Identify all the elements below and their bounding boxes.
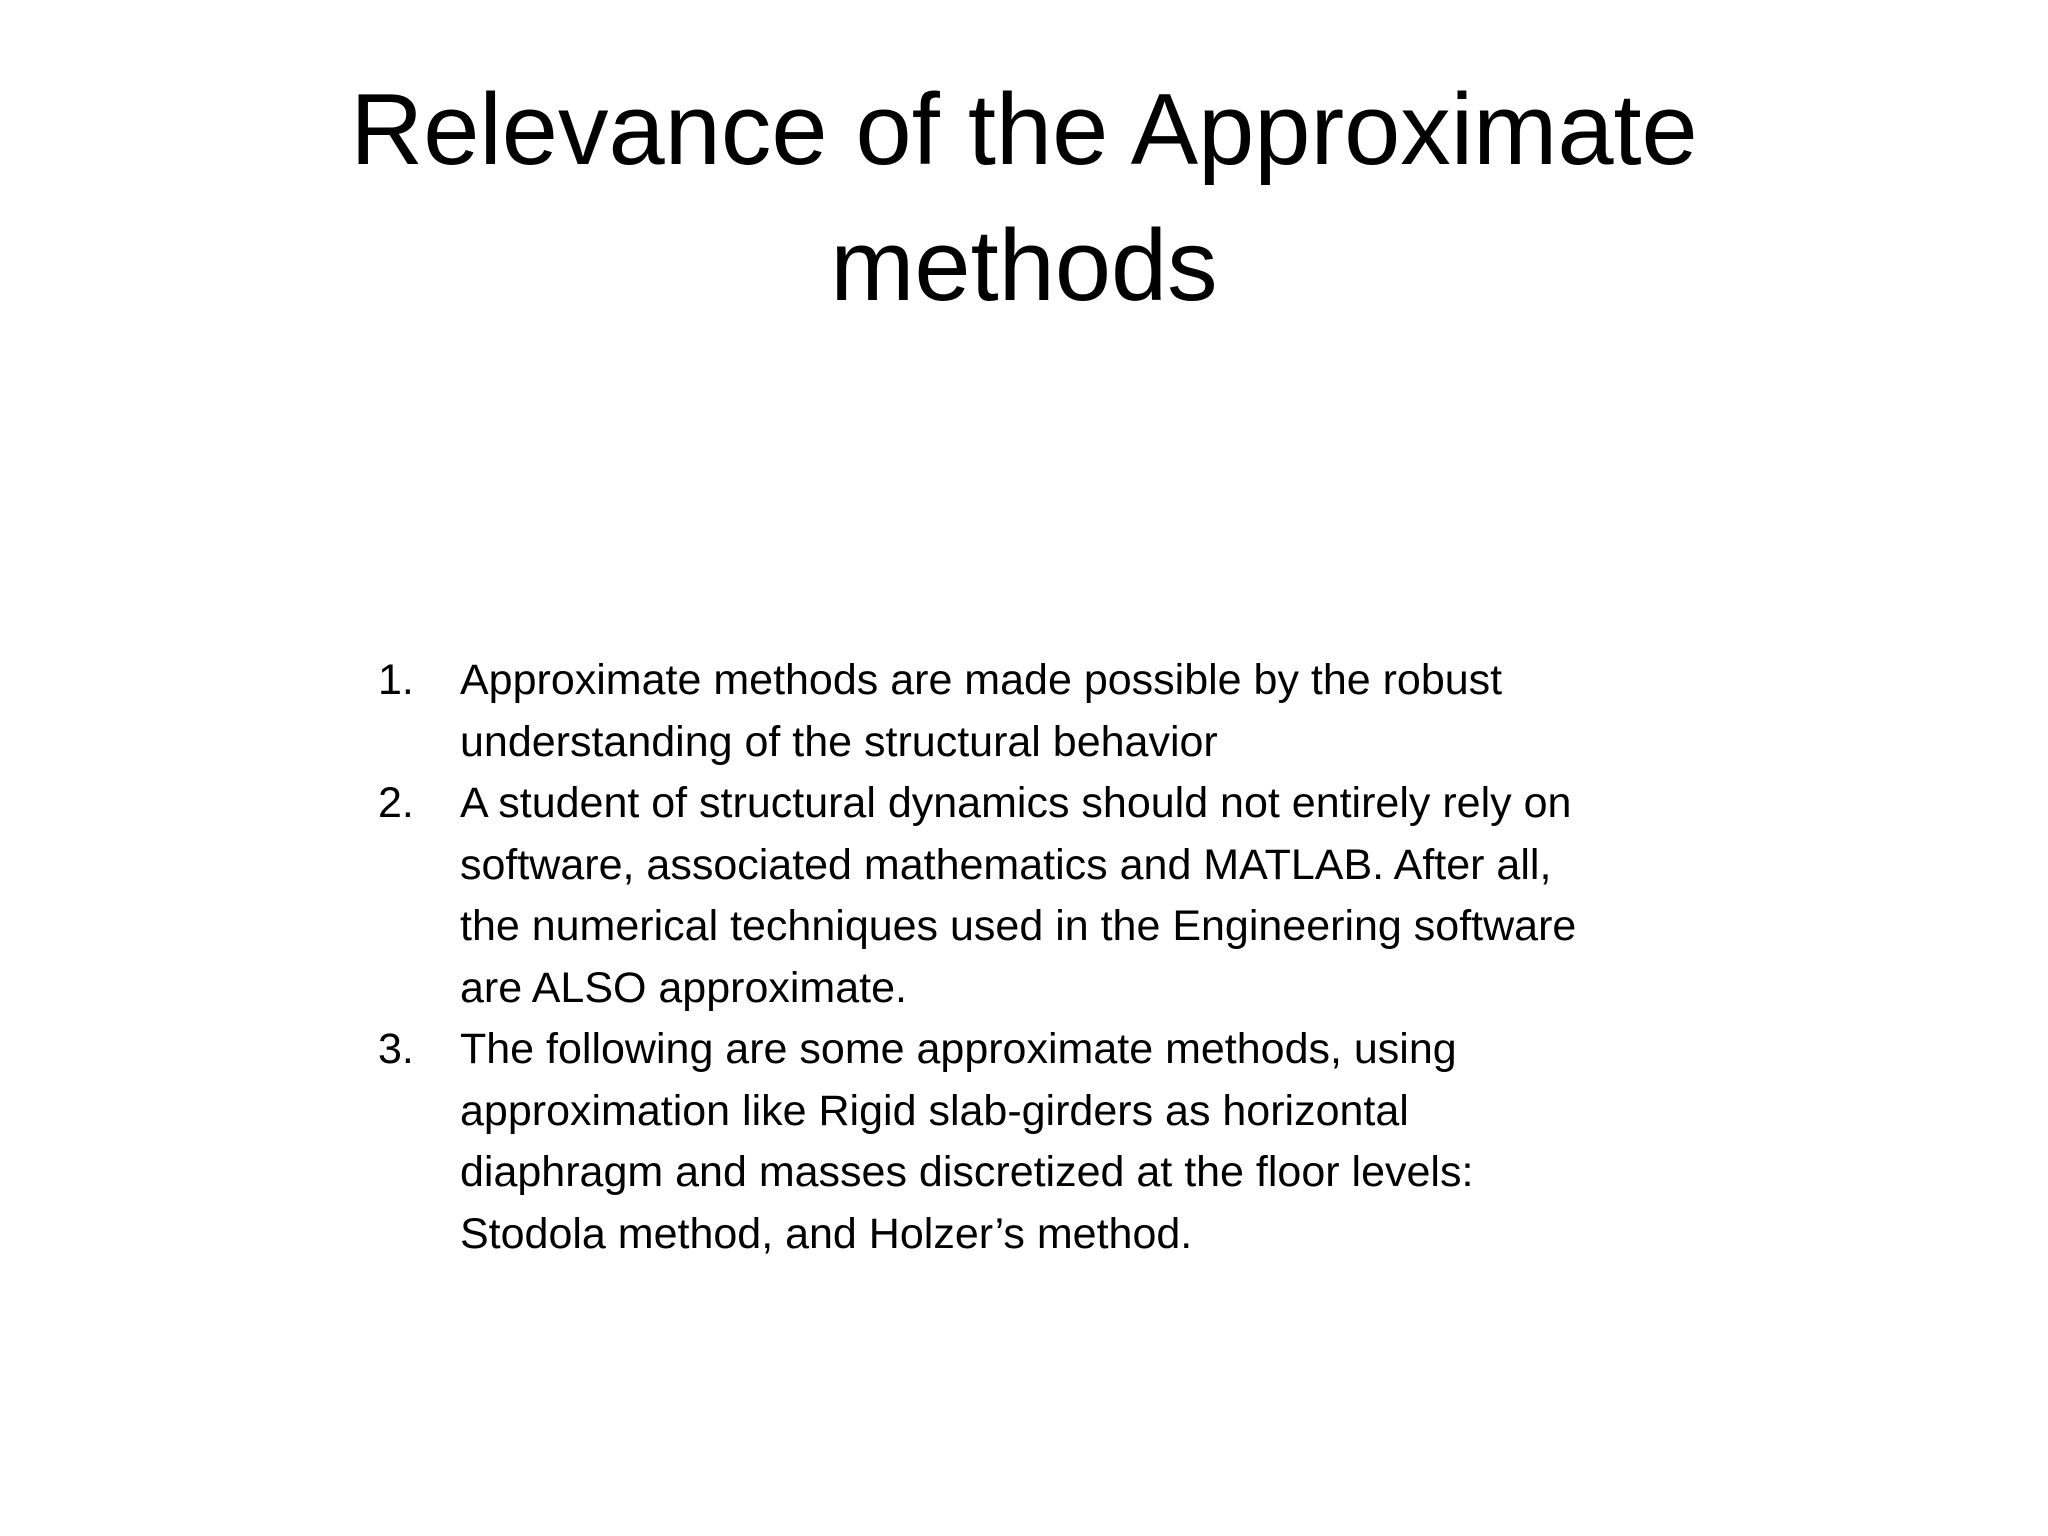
slide-title-line-2: methods: [830, 210, 1218, 322]
numbered-list: [378, 650, 1598, 1265]
list-item-3: [378, 1019, 1598, 1265]
slide-title-line-1: Relevance of the Approximate: [350, 74, 1698, 186]
list-item-number: 2.: [378, 779, 414, 827]
list-item-text: The following are some approximate methods, using approximation like Rigid slab-girders as horizontal diaphragm and masses discretized at the floor levels: Stodola method, and Holzer’s method.: [460, 1025, 1474, 1258]
list-item-number: 3.: [378, 1025, 414, 1073]
list-item-1: [378, 650, 1598, 773]
list-item-text: A student of structural dynamics should not entirely rely on software, associated mathematics and MATLAB. After all, the numerical techniques used in the Engineering software are ALSO approximate.: [460, 779, 1577, 1012]
slide-title: [220, 62, 1828, 334]
list-item-2: [378, 773, 1598, 1019]
list-item-text: Approximate methods are made possible by the robust understanding of the structural behavior: [460, 656, 1503, 766]
list-item-number: 1.: [378, 656, 414, 704]
